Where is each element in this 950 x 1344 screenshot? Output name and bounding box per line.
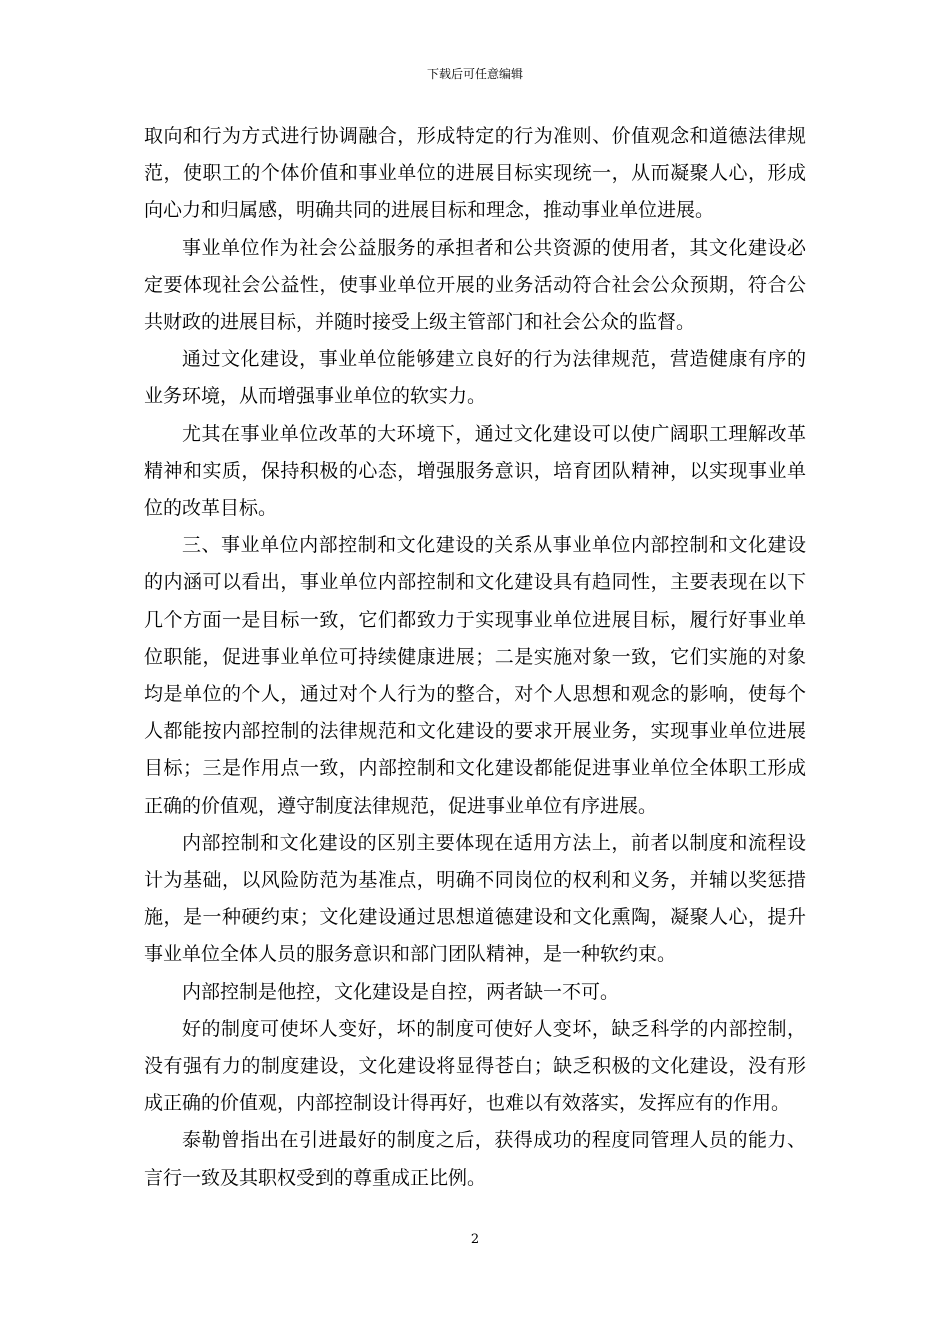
paragraph: 尤其在事业单位改革的大环境下，通过文化建设可以使广阔职工理解改革精神和实质，保持积极的心态，增强服务意识，培育团队精神，以实现事业单位的改革目标。 (144, 422, 806, 520)
paragraph: 内部控制是他控，文化建设是自控，两者缺一不可。 (182, 980, 620, 1003)
paragraph: 内部控制和文化建设的区别主要体现在适用方法上，前者以制度和流程设计为基础，以风险防范为基准点，明确不同岗位的权利和义务，并辅以奖惩措施，是一种硬约束；文化建设通过思想道德建设和文化熏陶，凝聚人心，提升事业单位全体人员的服务意识和部门团队精神，是一种软约束。 (144, 831, 806, 966)
paragraph: 取向和行为方式进行协调融合，形成特定的行为准则、价值观念和道德法律规范，使职工的个体价值和事业单位的进展目标实现统一，从而凝聚人心，形成向心力和归属感，明确共同的进展目标和理念，推动事业单位进展。 (144, 125, 806, 222)
paragraph: 事业单位作为社会公益服务的承担者和公共资源的使用者，其文化建设必定要体现社会公益性，使事业单位开展的业务活动符合社会公众预期，符合公共财政的进展目标，并随时接受上级主管部门和社会公众的监督。 (144, 236, 806, 334)
paragraph: 好的制度可使坏人变好，坏的制度可使好人变坏，缺乏科学的内部控制，没有强有力的制度建设，文化建设将显得苍白；缺乏积极的文化建设，没有形成正确的价值观，内部控制设计得再好，也难以有效落实，发挥应有的作用。 (144, 1017, 806, 1115)
paragraph: 泰勒曾指出在引进最好的制度之后，获得成功的程度同管理人员的能力、言行一致及其职权受到的尊重成正比例。 (144, 1129, 806, 1189)
page-number: 2 (470, 1232, 480, 1247)
document-body (144, 118, 806, 1197)
page-header: 下载后可任意编辑 (426, 67, 523, 81)
paragraph: 三、事业单位内部控制和文化建设的关系从事业单位内部控制和文化建设的内涵可以看出，事业单位内部控制和文化建设具有趋同性，主要表现在以下几个方面一是目标一致，它们都致力于实现事业单位进展目标，履行好事业单位职能，促进事业单位可持续健康进展；二是实施对象一致，它们实施的对象均是单位的个人，通过对个人行为的整合，对个人思想和观念的影响，使每个人都能按内部控制的法律规范和文化建设的要求开展业务，实现事业单位进展目标；三是作用点一致，内部控制和文化建设都能促进事业单位全体职工形成正确的价值观，遵守制度法律规范，促进事业单位有序进展。 (144, 534, 806, 817)
paragraph: 通过文化建设，事业单位能够建立良好的行为法律规范，营造健康有序的业务环境，从而增强事业单位的软实力。 (144, 348, 806, 408)
